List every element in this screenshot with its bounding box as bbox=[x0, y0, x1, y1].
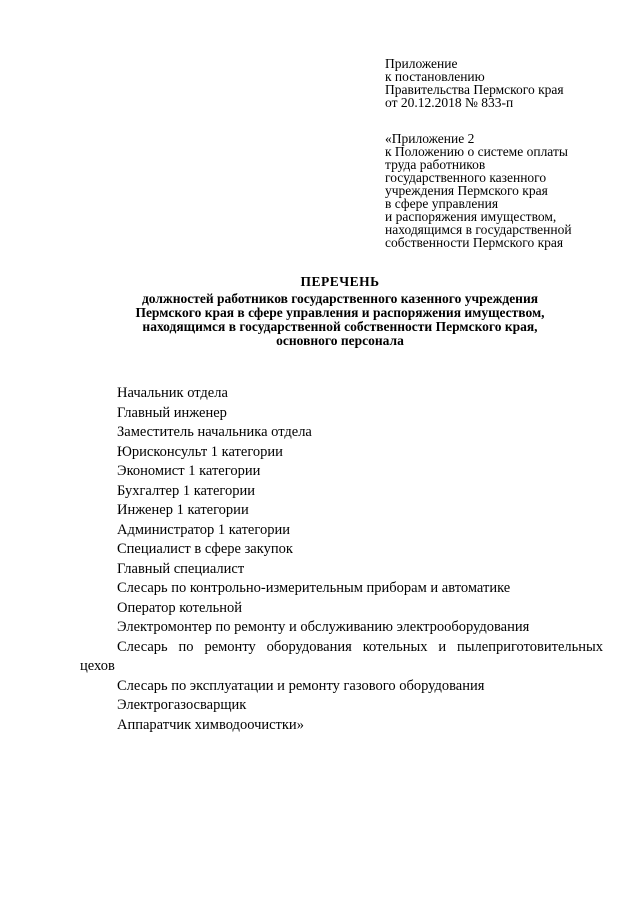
appendix-line: труда работников bbox=[385, 157, 486, 172]
attachment-line: Правительства Пермского края bbox=[385, 82, 564, 97]
list-item bbox=[80, 638, 603, 677]
list-item: Бухгалтер 1 категории bbox=[117, 482, 255, 499]
list-item: Оператор котельной bbox=[117, 599, 243, 616]
attachment-line: Приложение bbox=[385, 56, 458, 71]
appendix-line: находящимся в государственной bbox=[385, 222, 572, 237]
list-item: Аппаратчик химводоочистки» bbox=[117, 716, 304, 733]
list-item: Юрисконсульт 1 категории bbox=[117, 443, 283, 460]
subtitle-line: Пермского края в сфере управления и распоряжения имуществом, bbox=[135, 305, 545, 320]
list-item-line: цехов bbox=[80, 658, 115, 674]
subtitle-line: должностей работников государственного казенного учреждения bbox=[141, 291, 539, 306]
appendix-line: к Положению о системе оплаты bbox=[385, 144, 568, 159]
list-item: Главный специалист bbox=[117, 560, 245, 577]
appendix-line: в сфере управления bbox=[385, 196, 499, 211]
list-item: Слесарь по контрольно-измерительным приборам и автоматике bbox=[117, 580, 511, 596]
subtitle-line: находящимся в государственной собственности Пермского края, bbox=[142, 319, 538, 334]
list-item: Заместитель начальника отдела bbox=[117, 424, 312, 440]
appendix-line: государственного казенного bbox=[385, 170, 547, 185]
positions-list bbox=[80, 384, 603, 735]
list-item: Электромонтер по ремонту и обслуживанию электрооборудования bbox=[117, 619, 530, 635]
list-item: Электрогазосварщик bbox=[117, 697, 247, 713]
document-subtitle bbox=[80, 292, 600, 348]
appendix-line: собственности Пермского края bbox=[385, 235, 564, 250]
attachment-line: к постановлению bbox=[385, 69, 485, 84]
appendix-line: и распоряжения имуществом, bbox=[385, 209, 557, 224]
list-item-line: Слесарь по ремонту оборудования котельных и пылеприготовительных bbox=[117, 638, 603, 655]
document-title: ПЕРЕЧЕНЬ bbox=[300, 274, 380, 289]
list-item: Инженер 1 категории bbox=[117, 502, 249, 518]
list-item: Администратор 1 категории bbox=[117, 521, 290, 538]
list-item: Специалист в сфере закупок bbox=[117, 541, 293, 557]
subtitle-line: основного персонала bbox=[276, 333, 404, 348]
appendix-header bbox=[385, 132, 615, 249]
list-item: Главный инженер bbox=[117, 404, 227, 421]
list-item: Экономист 1 категории bbox=[117, 463, 261, 479]
appendix-line: учреждения Пермского края bbox=[385, 183, 548, 198]
list-item: Слесарь по эксплуатации и ремонту газового оборудования bbox=[117, 677, 485, 694]
attachment-header bbox=[385, 57, 615, 109]
attachment-line: от 20.12.2018 № 833-п bbox=[385, 95, 514, 110]
appendix-line: «Приложение 2 bbox=[385, 131, 475, 146]
list-item: Начальник отдела bbox=[117, 385, 228, 401]
